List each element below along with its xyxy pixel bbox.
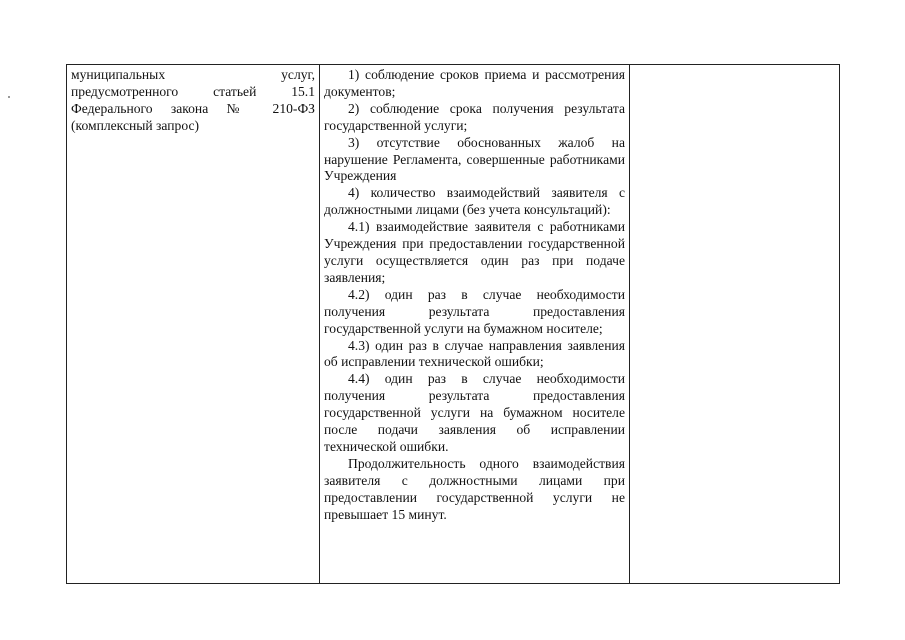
col1-line: Федерального закона № 210-ФЗ [71,100,315,116]
indicator-paragraph: 2) соблюдение срока получения результата государственной услуги; [324,100,625,133]
indicator-paragraph: 1) соблюдение сроков приема и рассмотрения документов; [324,67,625,99]
col1-line: (комплексный запрос) [71,117,200,133]
indicator-paragraph: 4.2) один раз в случае необходимости получения результата предоставления государственной услуги на бумажном носителе; [324,286,625,336]
indicator-paragraph: Продолжительность одного взаимодействия заявителя с должностными лицами при предоставлении государственной услуги не превышает 15 минут. [324,455,625,522]
col1-line: предусмотренного статьей 15.1 [71,83,315,99]
cell-quality-indicators [320,65,630,584]
col1-line: муниципальных услуг, [71,67,315,82]
cell-empty [630,65,840,584]
indicator-paragraph: 4.3) один раз в случае направления заявления об исправлении технической ошибки; [324,337,625,370]
indicator-paragraph: 4.4) один раз в случае необходимости получения результата предоставления государственной услуги на бумажном носителе после подачи заявления об исправлении технической ошибки. [324,371,625,454]
indicator-paragraph: 4) количество взаимодействий заявителя с должностными лицами (без учета консультаций): [324,185,625,218]
scan-mark [8,96,10,98]
table-row [67,65,840,584]
cell-service-description [67,65,320,584]
indicator-paragraph: 3) отсутствие обоснованных жалоб на нарушение Регламента, совершенные работниками Учреждения [324,134,625,184]
indicator-paragraph: 4.1) взаимодействие заявителя с работниками Учреждения при предоставлении государственной услуги осуществляется один раз при подаче заявления; [324,219,625,285]
document-table [66,64,840,584]
